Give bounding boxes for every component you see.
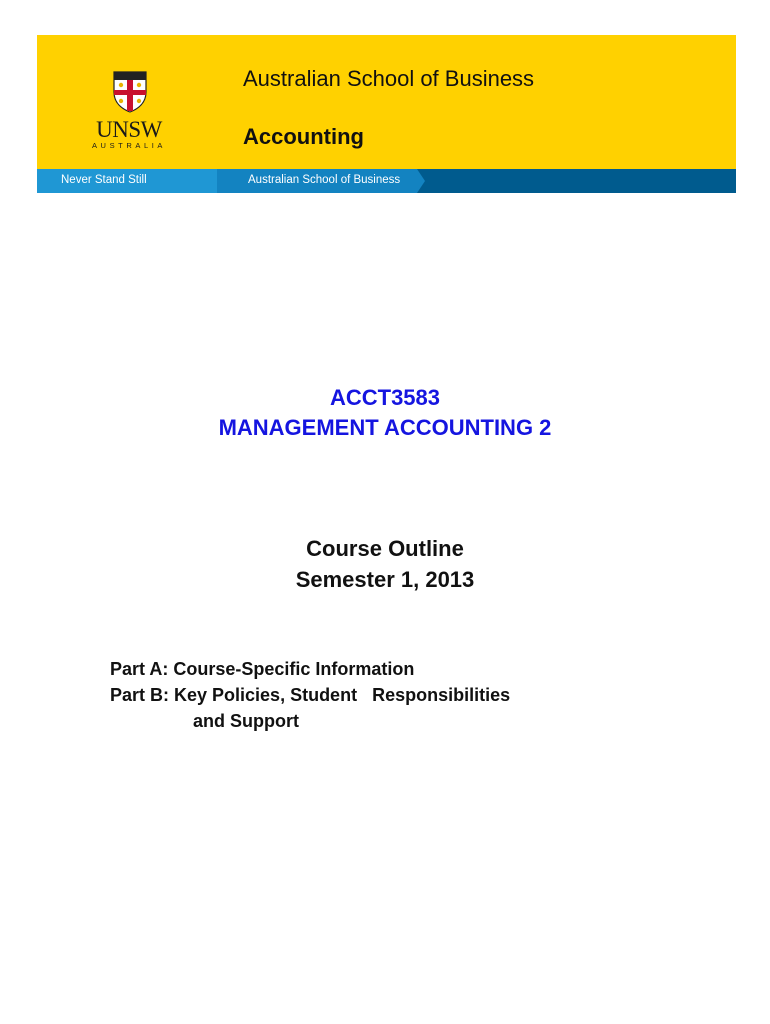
ribbon-school: Australian School of Business xyxy=(248,174,401,186)
unsw-crest-icon xyxy=(112,70,148,119)
course-name: MANAGEMENT ACCOUNTING 2 xyxy=(218,415,552,440)
logo-wordmark: UNSW xyxy=(96,117,162,142)
ribbon-arrow-icon xyxy=(417,169,425,193)
ribbon-tagline: Never Stand Still xyxy=(61,174,147,186)
school-title: Australian School of Business xyxy=(243,66,535,91)
department-title: Accounting xyxy=(243,124,364,149)
outline-semester: Semester 1, 2013 xyxy=(295,567,475,592)
part-a-line: Part A: Course-Specific Information xyxy=(110,659,415,679)
ribbon-bar xyxy=(37,169,736,193)
part-b-continuation: and Support xyxy=(193,711,299,731)
course-code: ACCT3583 xyxy=(329,385,441,410)
outline-heading: Course Outline xyxy=(306,536,464,561)
part-b-line: Part B: Key Policies, Student Responsibilities xyxy=(110,685,511,705)
logo-subtitle: AUSTRALIA xyxy=(91,141,167,150)
